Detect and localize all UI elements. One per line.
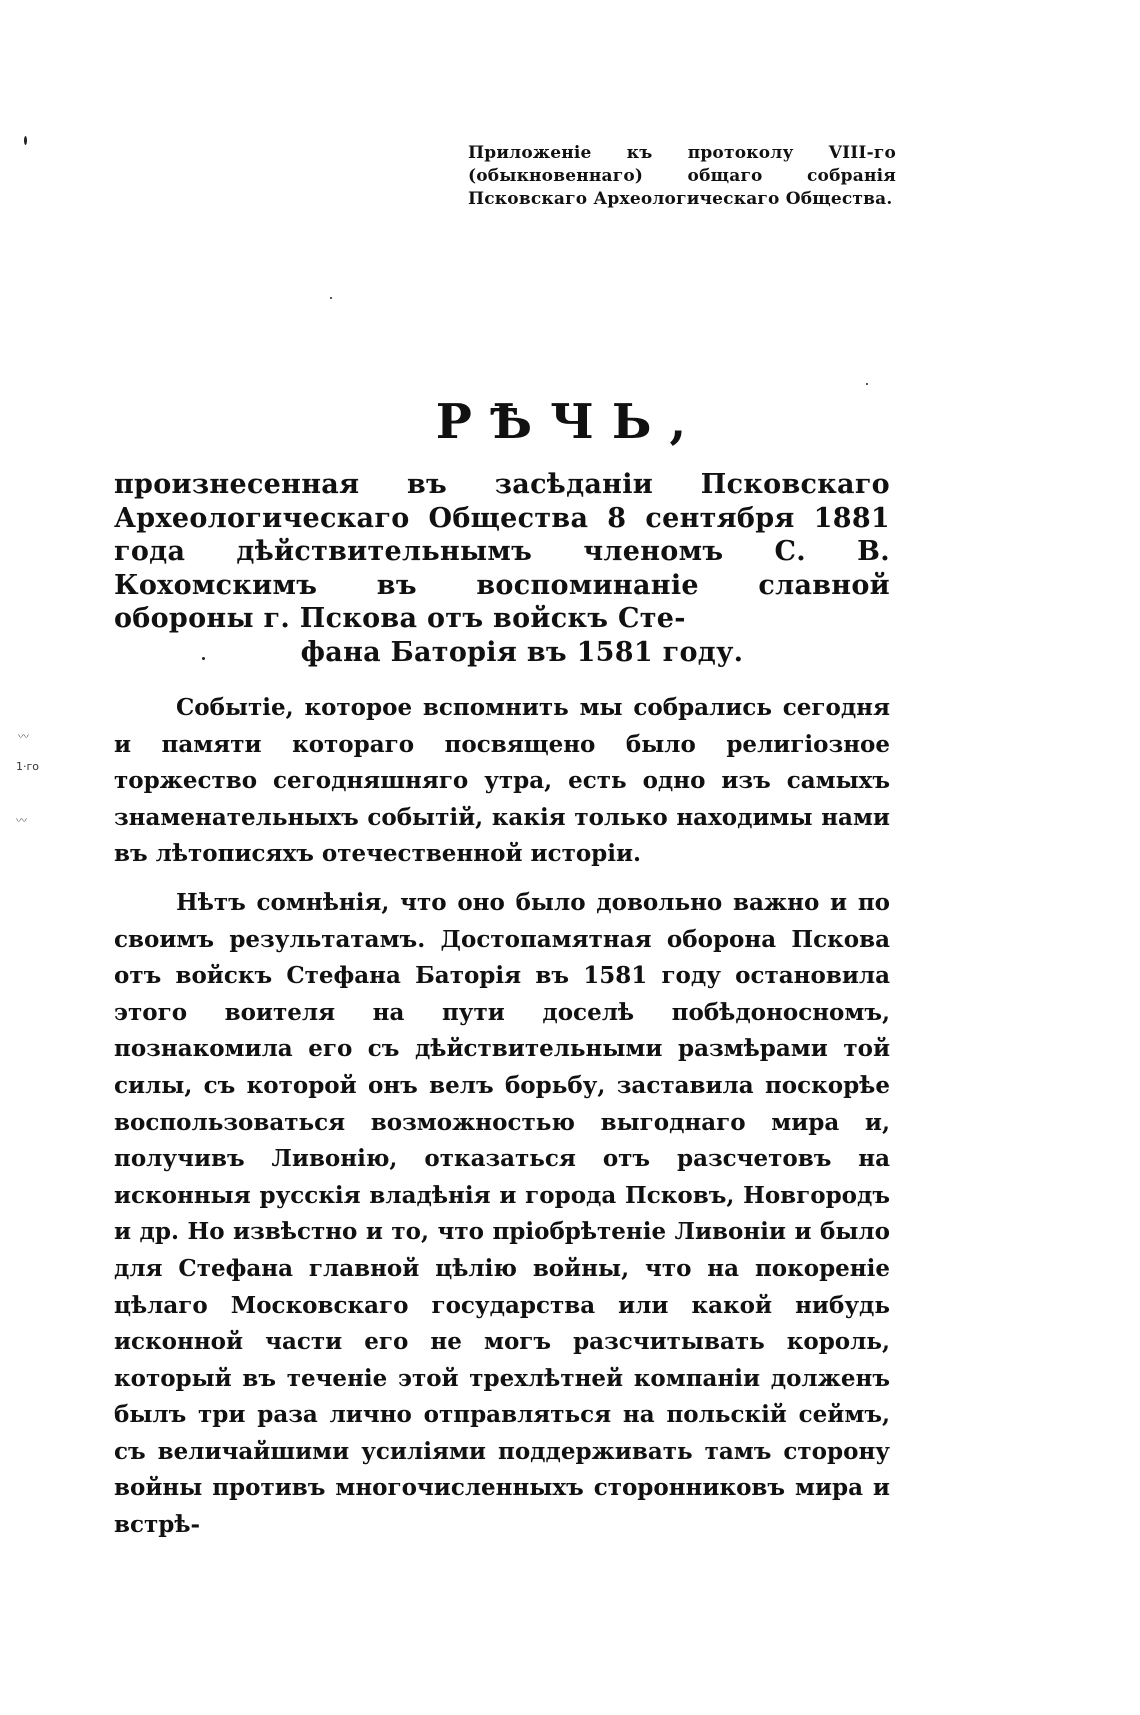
paragraph-2: Нѣтъ сомнѣнія, что оно было довольно важно и по своимъ результатамъ. Достопамятная оборона Пскова отъ войскъ Стефана Баторія въ 1581 году остановила этого воителя на пути доселѣ побѣдоносномъ, познакомила его съ дѣйствительными размѣрами той силы, съ которой онъ велъ борьбу, заставила поскорѣе воспользоваться возможностью выгоднаго мира и, получивъ Ливонію, отказаться отъ разсчетовъ на исконныя русскія владѣнія и города Псковъ, Новгородъ и др. Но извѣстно и то, что пріобрѣтеніе Ливоніи и было для Стефана главной цѣлію войны, что на покореніе цѣлаго Московскаго государства или какой нибудь исконной части его не могъ разсчитывать король, который въ теченіе этой трехлѣтней компаніи долженъ былъ три раза лично отправляться на польскій сеймъ, съ величайшими усиліями поддерживать тамъ сторону войны противъ многочисленныхъ сторонниковъ мира и встрѣ- <box>114 888 890 1539</box>
scan-speck <box>866 383 868 385</box>
margin-mark-2: 1·го <box>16 760 40 773</box>
speech-subtitle <box>114 468 890 669</box>
body-text <box>114 690 890 1544</box>
margin-mark-1: 〰 <box>18 730 29 743</box>
paragraph-1: Событіе, которое вспомнить мы собрались сегодня и памяти котораго посвящено было религіозное торжество сегодняшняго утра, есть одно изъ самыхъ знаменательныхъ событій, какія только находимы нами въ лѣтописяхъ отечественной исторіи. <box>114 694 890 868</box>
scan-speck <box>202 657 205 660</box>
scan-speck <box>24 136 27 145</box>
subtitle-main: произнесенная въ засѣданіи Псковскаго Археологическаго Общества 8 сентября 1881 года дѣйствительнымъ членомъ С. В. Кохомскимъ въ воспоминаніе славной обороны г. Пскова отъ войскъ Сте- <box>114 469 890 634</box>
margin-mark-3: 〰 <box>16 814 27 827</box>
subtitle-last-line: фана Баторія въ 1581 году. <box>300 636 744 668</box>
supplement-note: Приложеніе къ протоколу VIII-го (обыкновеннаго) общаго собранія Псковскаго Археологическаго Общества. <box>468 143 896 209</box>
speech-title: РѢЧЬ, <box>435 394 705 450</box>
scan-speck <box>330 297 332 299</box>
